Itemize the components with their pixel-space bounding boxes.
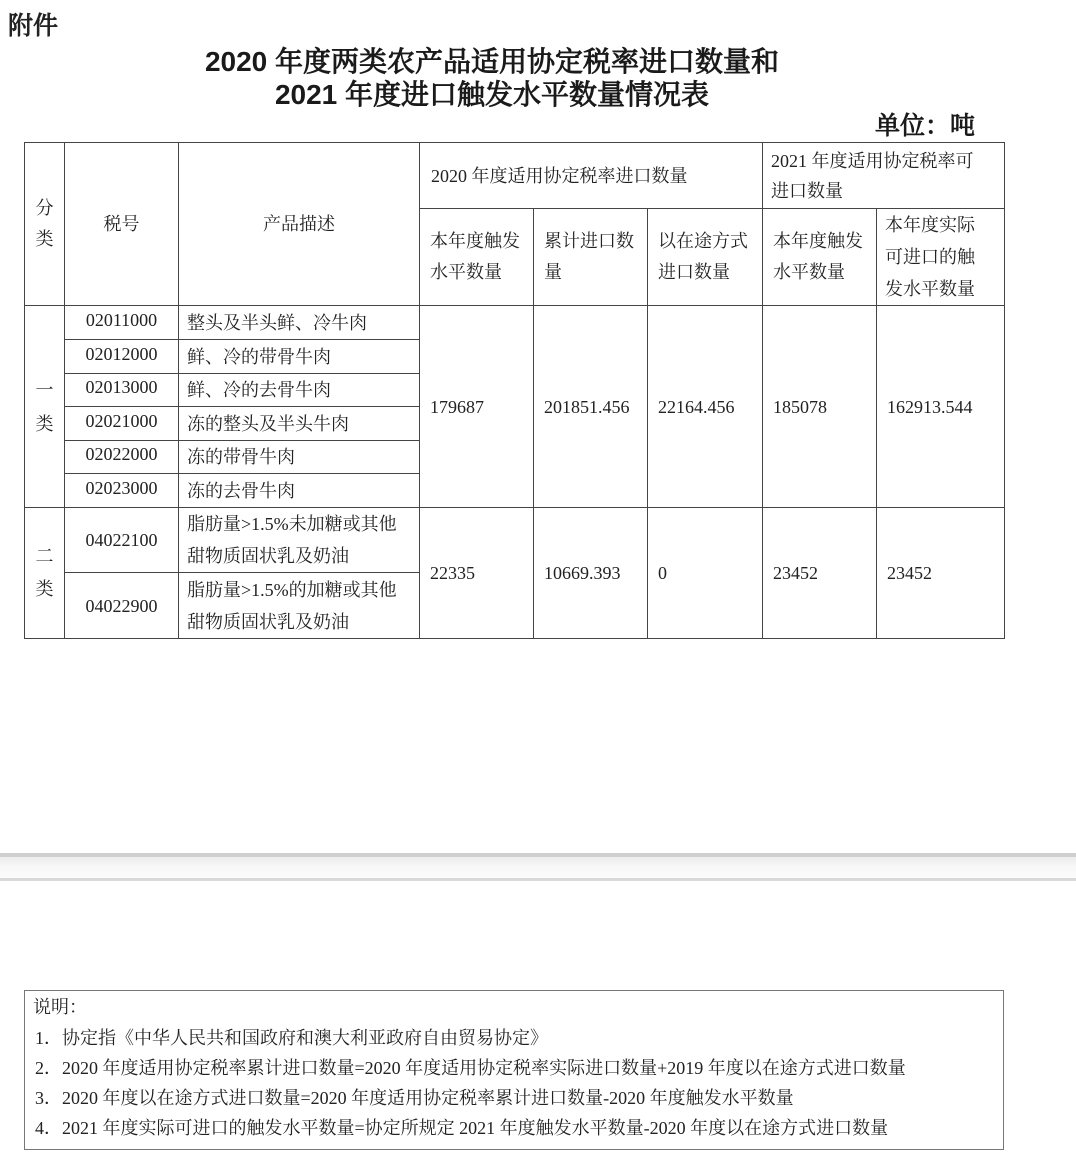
product-description [179, 508, 420, 573]
header-category [25, 143, 65, 306]
cumulative-2020-value: 10669.393 [534, 508, 648, 639]
note-item: 3．2020 年度以在途方式进口数量=2020 年度适用协定税率累计进口数量-2020 年度触发水平数量 [35, 1088, 794, 1108]
actual-2021-value: 23452 [877, 508, 1005, 639]
attachment-label: 附件 [8, 12, 59, 40]
note-item: 4．2021 年度实际可进口的触发水平数量=协定所规定 2021 年度触发水平数量-2020 年度以在途方式进口数量 [35, 1118, 889, 1138]
category-cell [25, 508, 65, 639]
product-description [179, 407, 420, 441]
tariff-code: 02013000 [65, 374, 179, 407]
product-description [179, 441, 420, 474]
header-line: 量 [544, 262, 562, 282]
category-cell [25, 306, 65, 508]
product-description [179, 374, 420, 407]
product-description-line: 脂肪量>1.5%未加糖或其他 [187, 514, 397, 534]
header-group-2020: 2020 年度适用协定税率进口数量 [420, 143, 763, 209]
header-2020-trigger-level [420, 209, 534, 306]
header-line: 可进口的触 [885, 247, 975, 267]
header-group-2021-line: 2021 年度适用协定税率可 [771, 150, 974, 171]
header-line: 本年度实际 [885, 215, 975, 235]
product-description-line: 甜物质固状乳及奶油 [187, 611, 349, 632]
header-group-2021 [763, 143, 1005, 209]
product-description-line: 脂肪量>1.5%的加糖或其他 [187, 579, 397, 600]
category-label: 一类 [35, 379, 54, 434]
header-2020-in-transit-import [648, 209, 763, 306]
header-group-2021-line: 进口数量 [771, 180, 843, 201]
header-line: 累计进口数 [544, 231, 634, 251]
product-description [179, 474, 420, 508]
product-description-line: 甜物质固状乳及奶油 [187, 546, 349, 566]
tariff-code: 02011000 [65, 306, 179, 340]
note-item: 1．协定指《中华人民共和国政府和澳大利亚政府自由贸易协定》 [35, 1028, 548, 1048]
title-line-2: 2021 年度进口触发水平数量情况表 [274, 79, 710, 110]
header-2021-trigger-level [763, 209, 877, 306]
category-label: 二类 [35, 546, 54, 599]
table-header-row [25, 143, 1005, 209]
page-separator [0, 853, 1076, 881]
header-line: 本年度触发 [773, 231, 863, 251]
product-description-line: 整头及半头鲜、冷牛肉 [187, 312, 367, 333]
note-item: 2．2020 年度适用协定税率累计进口数量=2020 年度适用协定税率实际进口数量+2019 年度以在途方式进口数量 [35, 1058, 906, 1078]
header-product-description: 产品描述 [179, 143, 420, 306]
document-title [0, 45, 984, 111]
trigger-2020-value: 22335 [420, 508, 534, 639]
table-row [25, 306, 1005, 340]
header-2021-actual-importable [877, 209, 1005, 306]
tariff-code: 02023000 [65, 474, 179, 508]
header-tariff-code: 税号 [65, 143, 179, 306]
quota-table [24, 142, 1005, 639]
product-description-line: 鲜、冷的带骨牛肉 [187, 346, 331, 367]
actual-2021-value: 162913.544 [877, 306, 1005, 508]
trigger-2020-value: 179687 [420, 306, 534, 508]
notes-heading: 说明： [33, 997, 87, 1017]
unit-label: 单位：吨 [875, 112, 976, 140]
trigger-2021-value: 23452 [763, 508, 877, 639]
product-description-line: 冻的整头及半头牛肉 [187, 413, 349, 434]
transit-2020-value: 0 [648, 508, 763, 639]
header-line: 发水平数量 [885, 279, 975, 299]
title-line-1: 2020 年度两类农产品适用协定税率进口数量和 [204, 46, 780, 77]
product-description [179, 340, 420, 374]
tariff-code: 04022100 [65, 508, 179, 573]
header-line: 以在途方式 [658, 231, 748, 251]
product-description-line: 冻的带骨牛肉 [187, 447, 295, 467]
trigger-2021-value: 185078 [763, 306, 877, 508]
header-line: 水平数量 [773, 262, 845, 282]
header-line: 本年度触发 [430, 231, 520, 251]
header-2020-cumulative-import [534, 209, 648, 306]
cumulative-2020-value: 201851.456 [534, 306, 648, 508]
table-row [25, 508, 1005, 573]
product-description [179, 306, 420, 340]
tariff-code: 02012000 [65, 340, 179, 374]
product-description [179, 573, 420, 639]
header-category-label: 分类 [35, 198, 54, 249]
tariff-code: 02022000 [65, 441, 179, 474]
transit-2020-value: 22164.456 [648, 306, 763, 508]
product-description-line: 鲜、冷的去骨牛肉 [187, 380, 331, 400]
product-description-line: 冻的去骨牛肉 [187, 480, 295, 501]
tariff-code: 02021000 [65, 407, 179, 441]
notes-box [24, 990, 1004, 1150]
tariff-code: 04022900 [65, 573, 179, 639]
header-line: 水平数量 [430, 262, 502, 282]
header-line: 进口数量 [658, 262, 730, 282]
